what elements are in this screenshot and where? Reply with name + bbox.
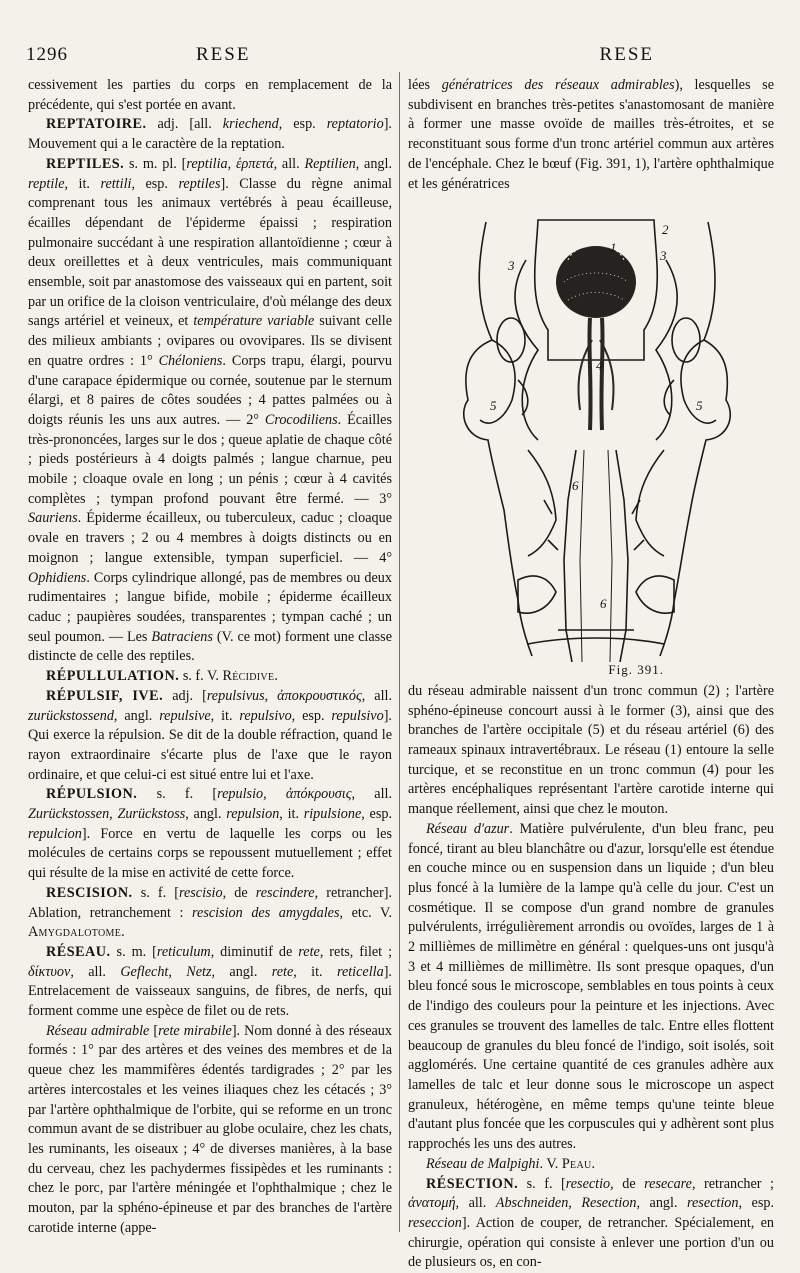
- entry-resection: RÉSECTION. s. f. [resectio, de resecare, retrancher ; ἀνατομή, all. Abschneiden, Resection, angl. resection, esp. reseccion]. Action de couper, de retrancher. Spécialement, en chirurgie, opération qui consiste à enlever une portion d'un ou de plusieurs os, en con-: [408, 1175, 774, 1273]
- anatomical-figure: [408, 200, 774, 662]
- entry-continuation: cessivement les parties du corps en remplacement de la précédente, qui s'est portée en avant.: [28, 76, 392, 115]
- entry-continuation: lées génératrices des réseaux admirables), lesquelles se subdivisent en branches très-petites s'anastomosant de manière à former une masse ovoïde de mailles très-étroites, et se reconstituant sous forme d'un tronc artériel commun aux artères de l'encéphale. Chez le bœuf (Fig. 391, 1), l'artère ophthalmique et les génératrices: [408, 76, 774, 194]
- entry-repulsif: RÉPULSIF, IVE. adj. [repulsivus, ἀποκρουστικός, all. zurückstossend, angl. repulsive, it. repulsivo, esp. repulsivo]. Qui exerce la répulsion. Se dit de la double réfraction, quand le rayon extraordinaire s'écarte plus de l'axe que le rayon ordinaire, et que celui-ci est situé entre lui et l'axe.: [28, 687, 392, 786]
- figure-label-5b: 5: [696, 398, 703, 413]
- page-number: 1296: [26, 44, 68, 66]
- subentry-reseau-malpighi: Réseau de Malpighi. V. Peau.: [408, 1155, 774, 1175]
- headword: RESCISION.: [46, 885, 133, 901]
- entry-rescision: RESCISION. s. f. [rescisio, de rescindere, retrancher]. Ablation, retranchement : rescision des amygdales, etc. V. Amygdalotome.: [28, 884, 392, 943]
- left-head-word: RESE: [196, 44, 250, 66]
- headword: RÉSEAU.: [46, 944, 111, 960]
- foramen-left: [497, 318, 525, 362]
- right-head-word: RESE: [600, 44, 654, 66]
- figure-label-1: 1: [610, 240, 617, 255]
- column-divider: [399, 72, 400, 1232]
- rete-mirabile-illustration: [408, 200, 774, 662]
- figure-label-4: 4: [596, 358, 603, 373]
- left-column: [28, 76, 392, 1238]
- running-head: [26, 44, 774, 70]
- figure-caption: Fig. 391.: [408, 660, 774, 680]
- skull-contour-right: [660, 222, 730, 656]
- headword: RÉPULSION.: [46, 786, 137, 802]
- figure-explanation: du réseau admirable naissent d'un tronc commun (2) ; l'artère sphéno-épineuse concourt aussi à le former (3), ainsi que des branches de l'artère occipitale (5) et du réseau artériel (6) des rameaux spinaux intravertébraux. Le réseau (1) entoure la selle turcique, et se reconstitue en un tronc commun (4) pour les artères encéphaliques représentant l'artère carotide interne qui manque réellement, ainsi que chez le mouton.: [408, 682, 774, 820]
- cross-reference: Récidive: [223, 668, 275, 684]
- skull-contour-left: [464, 222, 532, 656]
- entry-reptiles: REPTILES. s. m. pl. [reptilia, ἑρπετά, all. Reptilien, angl. reptile, it. rettili, esp. reptiles]. Classe du règne animal comprenant tous les animaux vertébrés à peau écailleuse, écailles dépendant de l'épiderme épaissi ; respiration pulmonaire succédant à une respiration allantoïdienne ; cœur à deux oreillettes et à deux ventricules, mais communiquant ensemble, soit par anastomose des vaisseaux qui en partent, soit par un orifice de la cloison ventriculaire, d'où mélange des deux sangs artériel et veineux, et température variable suivant celle des milieux ambiants ; ovipares ou ovovipares. Ils se divisent en quatre ordres : 1° Chéloniens. Corps trapu, élargi, pourvu d'une carapace épidermique ou cornée, soutenue par le sternum élargi, et 8 paires de côtes soudées ; 4 pattes palmées ou à doigts réunis les uns aux autres. — 2° Crocodiliens. Écailles très-prononcées, larges sur le dos ; queue aplatie de chaque côté ; pieds postérieurs à 4 doigts palmés ; langue charnue, peu mobile ; cloaque ovale en long ; un pénis ; cœur à 4 cavités complètes ; tympan profond pouvant être fermé. — 3° Sauriens. Épiderme écailleux, ou tuberculeux, caduc ; cloaque ovale en travers ; 2 ou 4 membres à doigts distincts ou en moignon ; langue extensible, tympan superficiel. — 4° Ophidiens. Corps cylindrique allongé, pas de membres ou deux rudimentaires ; langue bifide, mobile ; épiderme écailleux caduc ; paupières soudées, transparentes ; tympan caché ; un seul poumon. — Les Batraciens (V. ce mot) forment une classe distincte de celle des reptiles.: [28, 155, 392, 667]
- entry-reseau: RÉSEAU. s. m. [reticulum, diminutif de rete, rets, filet ; δίκτυον, all. Geflecht, Netz, angl. rete, it. reticella]. Entrelacement de vaisseaux sanguins, de fibres, de nerfs, qui forment comme une espèce de filet ou de rets.: [28, 943, 392, 1022]
- headword: REPTILES.: [46, 156, 124, 172]
- right-column: [408, 76, 774, 1273]
- subentry-reseau-admirable: Réseau admirable [rete mirabile]. Nom donné à des réseaux formés : 1° par des artères et des veines des membres et de la queue chez les mammifères édentés tardigrades ; 2° par les artères intercostales et les veines iliaques chez les cétacés ; 3° par l'artère ophthalmique de l'orbite, qui se reforme en un tronc commun avant de se distribuer au globe oculaire, chez les chats, les ruminants, les oiseaux ; 4° de diverses manières, à la base du cerveau, chez les pachydermes fissipèdes et les ruminants : chez le porc, par l'artère méningée et l'ophthalmique ; chez le mouton, par la sphéno-épineuse et par des branches de l'artère carotide interne (appe-: [28, 1022, 392, 1239]
- headword: RÉSECTION.: [426, 1176, 518, 1192]
- entry-repullulation: RÉPULLULATION. s. f. V. Récidive.: [28, 667, 392, 687]
- figure-label-5: 5: [490, 398, 497, 413]
- entry-reptatoire: REPTATOIRE. adj. [all. kriechend, esp. reptatorio]. Mouvement qui a le caractère de la reptation.: [28, 115, 392, 154]
- figure-label-6: 6: [572, 478, 579, 493]
- figure-label-6b: 6: [600, 596, 607, 611]
- rete-mirabile-mass: [556, 245, 636, 430]
- headword: REPTATOIRE.: [46, 116, 147, 132]
- figure-label-3b: 3: [507, 258, 515, 273]
- subentry-reseau-azur: Réseau d'azur. Matière pulvérulente, d'un bleu franc, peu foncé, tirant au bleu blanchâtre ou d'azur, lorsqu'elle est étendue en couche mince ou en suspension dans un liquide ; d'un bleu plus foncé à la lumière de la lampe qu'à celle du jour. C'est un cosmétique. Il se compose d'un grand nombre de granules pulvérulents, irrégulièrement arrondis ou ovoïdes, larges de 1 à 2 millièmes de millimètre en général : quelques-uns ont jusqu'à 3 et 4 millièmes de millimètre. Ils sont presque opaques, d'un bleu foncé sous le microscope, semblables en tous points à ceux de l'indigo des couleurs pour la peinture et les injections. Avec ces granules se trouvent des lamelles de talc. Entre elles flottent beaucoup de granules du bleu foncé de l'indigo, soit isolés, soit agglomérés. Une certaine quantité de ces granules adhère aux lamelles de talc et leur donne sous le microscope un aspect granuleux, hétérogène, en même temps qu'une teinte bleue d'autant plus foncée que les corpuscules qui y adhèrent sont plus rapprochés les uns des autres.: [408, 820, 774, 1155]
- cross-reference: Peau: [562, 1156, 592, 1172]
- headword: RÉPULSIF, IVE.: [46, 688, 163, 704]
- headword: RÉPULLULATION.: [46, 668, 179, 684]
- cross-reference: Amygdalotome: [28, 924, 121, 940]
- figure-label-2: 2: [662, 222, 669, 237]
- entry-repulsion: RÉPULSION. s. f. [repulsio, ἀπόκρουσις, all. Zurückstossen, Zurückstoss, angl. repulsion, it. ripulsione, esp. repulcion]. Force en vertu de laquelle les corps ou les molécules de certains corps se repoussent mutuellement ; effet qui résulte de la mise en activité de cette force.: [28, 785, 392, 884]
- figure-label-3: 3: [659, 248, 667, 263]
